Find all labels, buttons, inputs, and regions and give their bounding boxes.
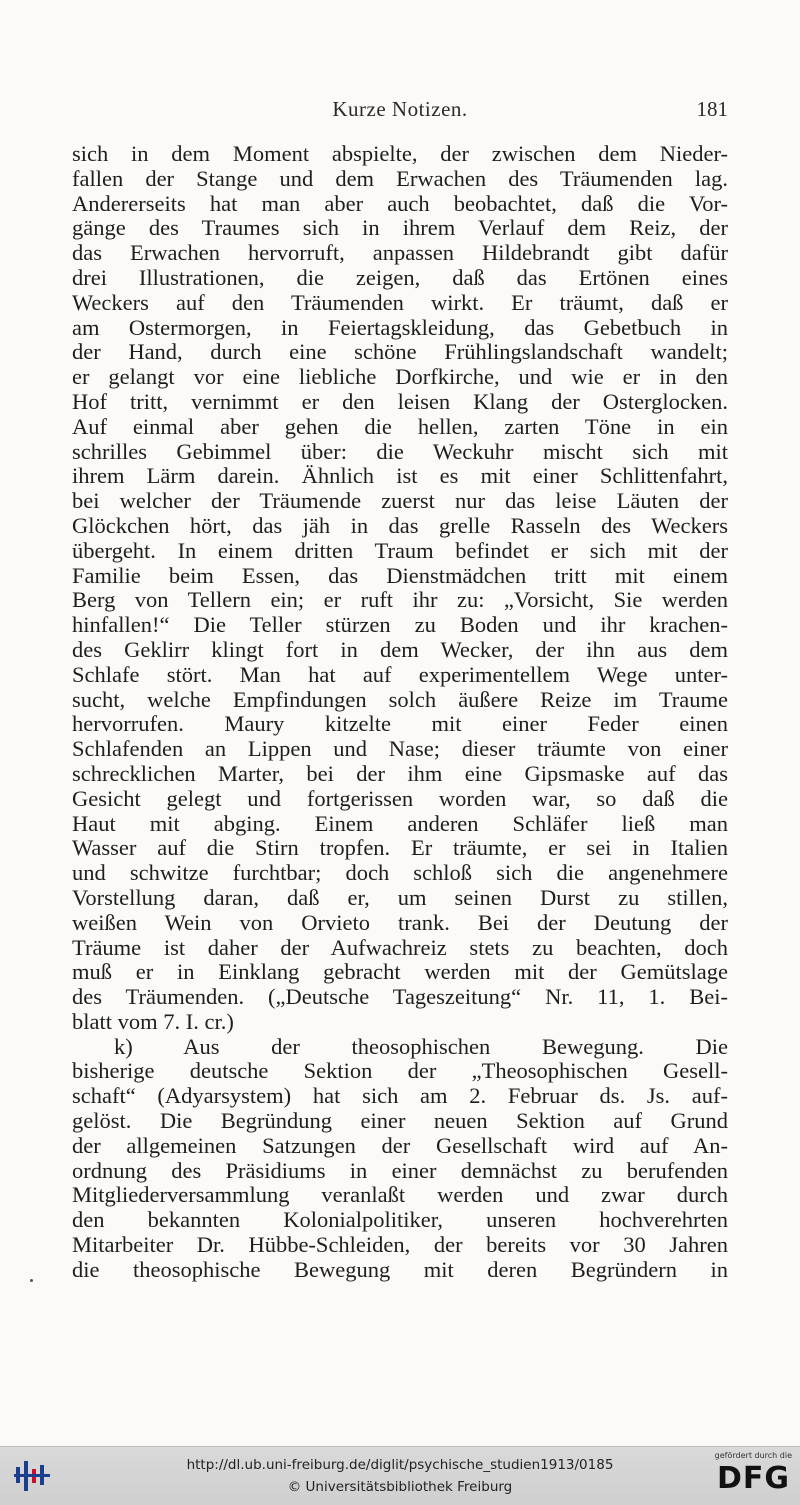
- text-line: schaft“ (Adyarsystem) hat sich am 2. Februar ds. Js. auf-: [72, 1084, 728, 1109]
- text-line: fallen der Stange und dem Erwachen des Träumenden lag.: [72, 166, 728, 191]
- text-line: Familie beim Essen, das Dienstmädchen tritt mit einem: [72, 563, 728, 588]
- copyright-notice: © Universitätsbibliothek Freiburg: [287, 1479, 513, 1495]
- text-line: Auf einmal aber gehen die hellen, zarten Töne in ein: [72, 414, 728, 439]
- text-line: Gesicht gelegt und fortgerissen worden war, so daß die: [72, 786, 728, 811]
- text-line: sich in dem Moment abspielte, der zwischen dem Nieder-: [72, 142, 728, 166]
- text-line: die theosophische Bewegung mit deren Begründern in: [72, 1257, 728, 1282]
- text-line: er gelangt vor eine liebliche Dorfkirche, und wie er in den: [72, 365, 728, 390]
- text-line: schrilles Gebimmel über: die Weckuhr mischt sich mit: [72, 439, 728, 464]
- text-line: Berg von Tellern ein; er ruft ihr zu: „Vorsicht, Sie werden: [72, 588, 728, 613]
- text-line: den bekannten Kolonialpolitiker, unseren hochverehrten: [72, 1208, 728, 1233]
- text-line: Schlafenden an Lippen und Nase; dieser träumte von einer: [72, 737, 728, 762]
- text-line: Hof tritt, vernimmt er den leisen Klang der Osterglocken.: [72, 389, 728, 414]
- text-line: muß er in Einklang gebracht werden mit der Gemütslage: [72, 960, 728, 985]
- text-line: hinfallen!“ Die Teller stürzen zu Boden und ihr krachen-: [72, 613, 728, 638]
- text-line: des Träumenden. („Deutsche Tageszeitung“ Nr. 11, 1. Bei-: [72, 985, 728, 1010]
- dfg-logo: DFG: [716, 1461, 790, 1496]
- text-line: weißen Wein von Orvieto trank. Bei der Deutung der: [72, 910, 728, 935]
- text-line: das Erwachen hervorruft, anpassen Hildebrandt gibt dafür: [72, 241, 728, 266]
- text-line: Träume ist daher der Aufwachreiz stets zu beachten, doch: [72, 935, 728, 960]
- text-line: am Ostermorgen, in Feiertagskleidung, das Gebetbuch in: [72, 315, 728, 340]
- viewer-footer: [0, 1446, 800, 1505]
- page-number: 181: [696, 97, 728, 121]
- text-line: sucht, welche Empfindungen solch äußere Reize im Traume: [72, 687, 728, 712]
- text-line: hervorrufen. Maury kitzelte mit einer Feder einen: [72, 712, 728, 737]
- text-line: Mitarbeiter Dr. Hübbe-Schleiden, der bereits vor 30 Jahren: [72, 1233, 728, 1258]
- text-line: ihrem Lärm darein. Ähnlich ist es mit einer Schlittenfahrt,: [72, 464, 728, 489]
- body-text: [72, 142, 728, 1283]
- text-line: Vorstellung daran, daß er, um seinen Durst zu stillen,: [72, 885, 728, 910]
- dfg-caption: gefördert durch die: [714, 1451, 792, 1460]
- text-line: Andererseits hat man aber auch beobachtet, daß die Vor-: [72, 191, 728, 216]
- text-line: Schlafe stört. Man hat auf experimentellem Wege unter-: [72, 662, 728, 687]
- text-line: Glöckchen hört, das jäh in das grelle Rasseln des Weckers: [72, 513, 728, 538]
- text-line: schrecklichen Marter, bei der ihm eine Gipsmaske auf das: [72, 761, 728, 786]
- text-line: übergeht. In einem dritten Traum befindet er sich mit der: [72, 538, 728, 563]
- text-line: bisherige deutsche Sektion der „Theosophischen Gesell-: [72, 1059, 728, 1084]
- text-line: gelöst. Die Begründung einer neuen Sektion auf Grund: [72, 1109, 728, 1134]
- text-line: bei welcher der Träumende zuerst nur das leise Läuten der: [72, 489, 728, 514]
- document-url-link[interactable]: http://dl.ub.uni-freiburg.de/diglit/psychische_studien1913/0185: [186, 1457, 614, 1473]
- running-header: [72, 97, 728, 127]
- text-line: gänge des Traumes sich in ihrem Verlauf dem Reiz, der: [72, 216, 728, 241]
- text-line: Mitgliederversammlung veranlaßt werden und zwar durch: [72, 1183, 728, 1208]
- margin-mark: [30, 1279, 33, 1282]
- running-title: Kurze Notizen.: [332, 97, 468, 121]
- text-line: der allgemeinen Satzungen der Gesellschaft wird auf An-: [72, 1133, 728, 1158]
- text-line: Wasser auf die Stirn tropfen. Er träumte, er sei in Italien: [72, 836, 728, 861]
- text-line: k) Aus der theosophischen Bewegung. Die: [114, 1034, 728, 1059]
- text-line: drei Illustrationen, die zeigen, daß das Ertönen eines: [72, 265, 728, 290]
- text-line: und schwitze furchtbar; doch schloß sich die angenehmere: [72, 861, 728, 886]
- text-line: des Geklirr klingt fort in dem Wecker, der ihn aus dem: [72, 637, 728, 662]
- text-line: blatt vom 7. I. cr.): [72, 1009, 234, 1034]
- text-line: ordnung des Präsidiums in einer demnächst zu berufenden: [72, 1158, 728, 1183]
- text-line: Haut mit abging. Einem anderen Schläfer ließ man: [72, 811, 728, 836]
- text-line: der Hand, durch eine schöne Frühlingslandschaft wandelt;: [72, 340, 728, 365]
- text-line: Weckers auf den Träumenden wirkt. Er träumt, daß er: [72, 290, 728, 315]
